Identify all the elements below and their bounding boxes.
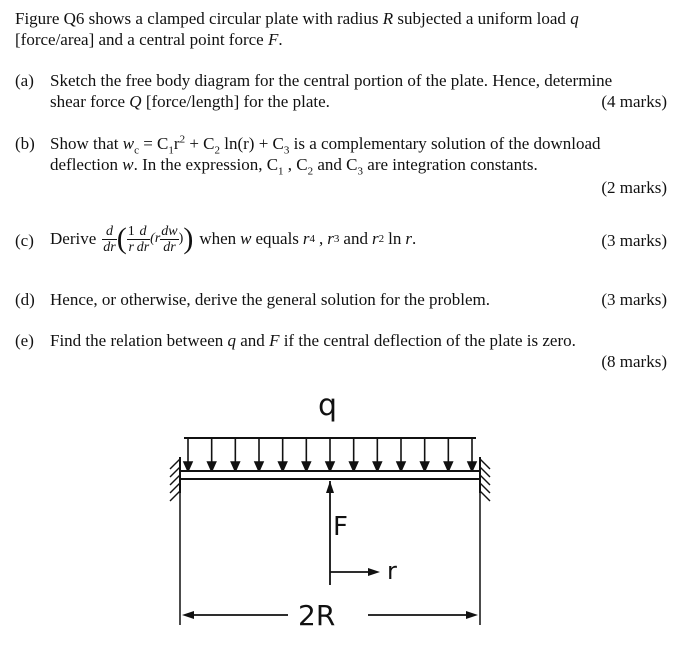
part-b-text: is a complementary solution of the download: [289, 134, 601, 153]
part-b-marks: (2 marks): [601, 178, 667, 197]
r-term: r: [405, 229, 412, 248]
right-paren: ): [183, 222, 194, 255]
part-a-line-1: Sketch the free body diagram for the central portion of the plate. Hence, determine: [50, 71, 613, 90]
r-superscript: 2: [179, 133, 186, 146]
load-arrowhead: [208, 462, 216, 471]
part-e-label: (e): [15, 331, 34, 350]
d-dr-fraction: [102, 224, 116, 255]
plate-figure: [140, 385, 520, 655]
part-e-text: if the central deflection of the plate is zero.: [279, 331, 576, 350]
part-b-text: deflection: [50, 155, 123, 174]
load-arrowhead: [184, 462, 192, 471]
intro-line-1: [15, 8, 579, 30]
part-a-text: [force/length] for the plate.: [141, 92, 330, 111]
load-symbol: q: [570, 9, 579, 28]
wc-symbol: w: [122, 134, 135, 153]
intro-text: .: [278, 30, 283, 49]
intro-text: subjected a uniform load: [393, 9, 571, 28]
part-a-marks: (4 marks): [601, 92, 667, 111]
part-d-label: (d): [15, 290, 35, 309]
wc-subscript: c: [134, 144, 139, 157]
d-dr-fraction: [136, 224, 150, 255]
part-e-text: [50, 330, 576, 352]
derive-text: Derive: [50, 229, 97, 248]
intro-line-2: [15, 29, 283, 51]
shear-symbol: Q: [129, 92, 142, 111]
span-label: 2R: [298, 599, 336, 632]
load-arrowhead: [302, 462, 310, 471]
span-left-arrowhead: [182, 611, 194, 619]
fraction-denominator: dr: [103, 239, 116, 255]
radial-arrowhead: [368, 568, 380, 576]
f-symbol: F: [269, 331, 280, 350]
part-c-text: equals: [255, 229, 299, 248]
left-support-hatch: [170, 459, 180, 501]
r4-term: r: [302, 229, 310, 248]
part-a-label: (a): [15, 71, 34, 90]
radial-label: r: [387, 557, 397, 585]
w-symbol: w: [122, 155, 134, 174]
right-support-hatch: [480, 459, 490, 501]
load-arrowhead: [397, 462, 405, 471]
part-a-text: shear force: [50, 92, 130, 111]
load-arrowhead: [279, 462, 287, 471]
c3-subscript: 3: [283, 144, 290, 157]
part-b-line-2: [50, 154, 538, 176]
part-c-marks: (3 marks): [601, 231, 667, 250]
r-open-text: (r: [150, 231, 161, 246]
load-arrowhead: [373, 462, 381, 471]
fraction-numerator: 1: [127, 223, 135, 239]
r2-term: r: [371, 229, 379, 248]
c3-subscript: 3: [357, 165, 364, 178]
part-c-line: Derive $\frac{d}{dr}$ ( $\frac{1}{r}$ $\frac{d}{dr}$ (r $\frac{dw}{dr}$ ) ) when w equals r 4 , r 3 and r 2 ln r .: [50, 222, 417, 255]
radius-symbol: R: [382, 9, 394, 28]
part-b-text: . In the expression, C: [133, 155, 279, 174]
load-arrowhead: [231, 462, 239, 471]
load-arrowhead: [350, 462, 358, 471]
c2-subscript: 2: [307, 165, 314, 178]
part-b-text: r: [173, 134, 180, 153]
c2-subscript: 2: [214, 144, 221, 157]
part-c-label: (c): [15, 231, 34, 250]
part-b-text: + C: [185, 134, 215, 153]
part-b-text: ln(r) + C: [220, 134, 284, 153]
plate: [180, 471, 480, 479]
part-e-text: and: [236, 331, 270, 350]
part-d-marks: (3 marks): [601, 290, 667, 309]
part-d-text: Hence, or otherwise, derive the general solution for the problem.: [50, 290, 490, 309]
left-paren: (: [116, 222, 127, 255]
load-arrowhead: [326, 462, 334, 471]
load-arrowhead: [421, 462, 429, 471]
fraction-numerator: d: [102, 224, 116, 240]
period: .: [411, 229, 417, 248]
span-right-arrowhead: [466, 611, 478, 619]
point-force-arrowhead: [326, 481, 334, 493]
load-arrowhead: [255, 462, 263, 471]
load-arrowhead: [444, 462, 452, 471]
load-arrowhead: [468, 462, 476, 471]
fraction-numerator: d: [136, 224, 150, 240]
one-over-r-fraction: [127, 224, 136, 255]
q-symbol: q: [227, 331, 237, 350]
part-e-text: Find the relation between: [50, 331, 228, 350]
force-label: F: [333, 512, 348, 542]
fraction-denominator: dr: [136, 239, 150, 255]
comma: ,: [319, 229, 324, 248]
intro-text: Figure Q6 shows a clamped circular plate with radius: [15, 9, 383, 28]
part-b-label: (b): [15, 134, 35, 153]
intro-text: [force/area] and a central point force: [15, 30, 268, 49]
distributed-load-arrows: [184, 438, 476, 471]
part-b-text: are integration constants.: [363, 155, 538, 174]
fraction-denominator: dr: [163, 239, 176, 255]
force-symbol: F: [267, 30, 279, 49]
part-b-text: and C: [313, 155, 358, 174]
fraction-denominator: r: [128, 239, 134, 255]
c1-subscript: 1: [278, 165, 284, 178]
dw-dr-fraction: [160, 224, 178, 255]
part-c-text: and: [343, 229, 368, 248]
part-c-text: when: [199, 229, 237, 248]
ln-text: ln: [388, 229, 402, 248]
part-b-text: Show that: [50, 134, 123, 153]
close-paren: ): [178, 231, 184, 246]
r3-term: r: [327, 229, 334, 248]
part-a-line-2: [50, 91, 330, 113]
part-b-text: = C: [138, 134, 169, 153]
w-symbol: w: [240, 229, 252, 248]
c1-subscript: 1: [168, 144, 174, 157]
load-label: q: [318, 388, 338, 423]
fraction-numerator: dw: [161, 223, 178, 239]
part-e-marks: (8 marks): [601, 352, 667, 371]
part-b-line-1: [50, 133, 601, 155]
part-b-text: , C: [283, 155, 308, 174]
